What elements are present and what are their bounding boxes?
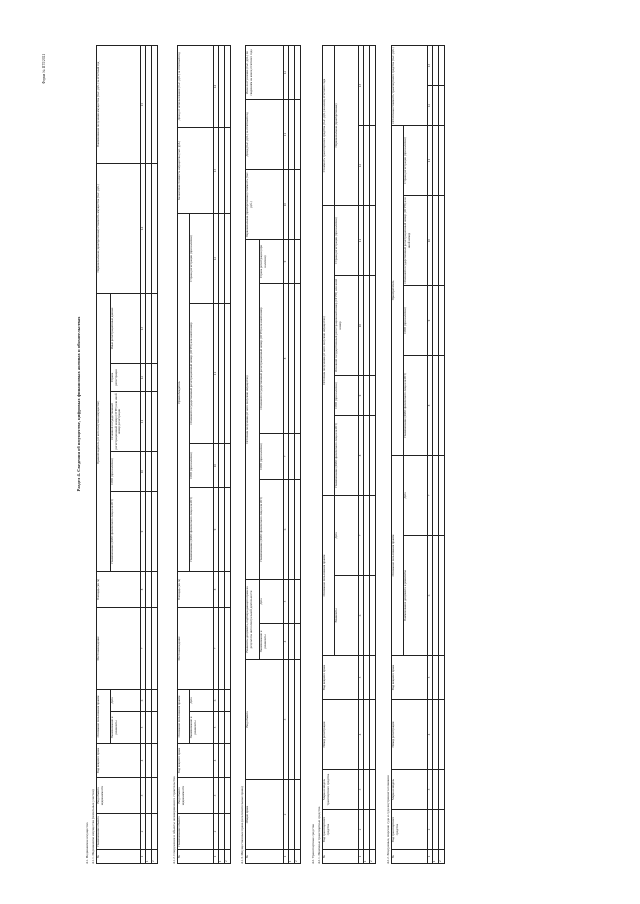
col-header-income: Доход от использования (тыс. руб.) за отчетный год (178, 45, 214, 127)
col-header-acq-inn: ИНН (при наличии) (404, 285, 428, 355)
col-header-value: Стоимость транспортного средства (тыс. руб.) на конец отчетного года (323, 45, 335, 205)
col-header-owner-country: Страна регистрации (111, 363, 141, 391)
col-number: 1 (214, 850, 219, 864)
row-number: 1 (289, 850, 295, 864)
col-header-basis-name: Наименование документа и реквизиты (404, 536, 428, 656)
col-number: 8 (214, 571, 219, 607)
col-number: 6 (141, 689, 146, 711)
table-4-2-1 (322, 45, 376, 864)
col-header-owner: Источник получения (от кого получено имущество) (246, 240, 260, 580)
col-number: 10 (141, 451, 146, 491)
col-header-acq-name: Наименование (ФИО физического лица или ИП) (404, 355, 428, 455)
table-4-1-2 (177, 45, 231, 864)
col-header-reg-name: Наименование и реквизиты (260, 624, 284, 660)
col-number: 12 (214, 213, 219, 303)
col-header-value-sub: Первоначальная (приобретенная) (335, 45, 359, 205)
col-number: 12 (284, 46, 289, 100)
col-header-owner: Источник получения (от кого получено имущество) (323, 205, 335, 495)
col-header-owner-ogrn: Основной государственный регистрационный номер (ОГРН) или иной номер (335, 275, 359, 375)
col-number: 9 (359, 375, 364, 415)
table-4-1-1 (96, 45, 158, 864)
col-header-basis-name: Наименование и реквизиты (111, 712, 141, 744)
section-4-2-heading: 4.2. Транспортные средства (311, 824, 315, 864)
col-number: 13 (428, 45, 433, 85)
col-number: 7 (141, 607, 146, 689)
col-number: 6 (359, 576, 364, 656)
col-header-owner-inn: ИНН (при наличии) (260, 434, 284, 480)
col-header-num: № (392, 850, 428, 864)
col-header-owner-name: Наименование (ФИО физического лица или ИП) (260, 480, 284, 580)
col-number: 4 (284, 624, 289, 660)
col-header-name: Общие права (246, 780, 284, 850)
row-number: 2 (225, 850, 231, 864)
col-header-type: Вид объекта недвижимости (97, 778, 141, 814)
col-header-income: Доход (тыс. руб.) за отчетный год (246, 100, 284, 170)
col-header-regnum: Номер регистрации (323, 700, 359, 770)
col-number: 14 (214, 45, 219, 127)
col-number: 7 (359, 495, 364, 575)
row-number: 1 (219, 850, 225, 864)
col-header-basis-name: Реквизиты (335, 576, 359, 656)
section-4-1-heading: 4.1. Недвижимое имущество (85, 822, 89, 864)
col-number: 13 (359, 45, 364, 125)
col-number: 1 (428, 850, 433, 864)
col-number: 1 (284, 850, 289, 864)
table-row (439, 45, 445, 863)
col-header-area: Площадь (кв. м) (97, 571, 141, 607)
col-header-model: Марка и модель (392, 770, 428, 810)
col-header-type: Вид транспортного средства (323, 810, 359, 850)
col-header-basis-date: Дата (404, 455, 428, 535)
col-number: 11 (141, 391, 146, 451)
col-number: 5 (284, 580, 289, 624)
table-row (225, 45, 231, 863)
col-header-value: Первоначальная (приобретенная) стоимость имущества (тыс. руб.) (97, 163, 141, 293)
col-header-acquirer: Приобретатель (392, 125, 404, 455)
col-header-reg: Реквизиты документа, подтверждающего права на результаты интеллектуальной деятельности (246, 580, 260, 660)
col-number: 3 (428, 770, 433, 810)
col-number: 2 (214, 814, 219, 850)
col-header-basis-name: Наименование и реквизиты (190, 712, 214, 744)
col-number: 2 (284, 780, 289, 850)
row-number: 2 (295, 850, 301, 864)
col-header-num: № (97, 850, 141, 864)
col-header-location: Местонахождение (178, 607, 214, 689)
col-header-owner-name: Наименование (ФИО физического лица или ИП) (111, 491, 141, 571)
col-header-basis-date: Дата (111, 689, 141, 711)
col-header-owner-inn: ИНН (при наличии) (111, 451, 141, 491)
col-header-acq-country: Страна регистрации (при наличии) (404, 125, 428, 195)
col-header-basis: Основание пользования правом (97, 689, 111, 743)
col-number: 7 (428, 455, 433, 535)
col-number: 14 (141, 163, 146, 293)
col-number: 8 (141, 571, 146, 607)
row-number: 1 (146, 850, 152, 864)
col-number: 10 (359, 275, 364, 375)
col-header-area: Площадь (кв. м) (178, 571, 214, 607)
col-header-basis: Основание пользования правом (392, 455, 404, 655)
col-number: 13 (214, 127, 219, 213)
col-number: 10 (428, 195, 433, 285)
col-header-owner-name: Наименование (ФИО физического лица или ИП) (335, 415, 359, 495)
col-number: 11 (214, 303, 219, 443)
col-header-name: Наименование объекта (178, 814, 214, 850)
col-header-type: Вид объекта недвижимости (178, 778, 214, 814)
col-number: 9 (428, 285, 433, 355)
col-number: 15 (141, 45, 146, 163)
col-header-reg-date: Дата (260, 580, 284, 624)
col-number: 3 (284, 660, 289, 780)
col-number: 11 (359, 205, 364, 275)
col-number: 7 (214, 607, 219, 689)
col-number: 8 (284, 284, 289, 434)
col-header-owner-country: Страна регистрации (при наличии) (335, 205, 359, 275)
col-header-acq-ogrn: Основной государственный регистрационный номер (ОГРН) или иной номер (190, 303, 214, 443)
col-header-income: Наименование получения имущества (тыс. руб.) за отчетный год (97, 45, 141, 163)
col-header-basis: Основание пользования правом (178, 689, 190, 743)
table-4-2-2-caption: 4.2.2. Воздушные, морские суда и суда внутреннего плавания (386, 775, 390, 864)
col-number: 12 (428, 85, 433, 125)
col-number: 7 (284, 434, 289, 480)
col-header-acq-inn: ИНН (при наличии) (190, 443, 214, 487)
col-header-value: Первоначальная (приобретенная) стоимость (тыс. руб.) (246, 170, 284, 240)
col-header-regnum: Номер регистрации (392, 700, 428, 770)
col-header-name: Наименование объекта (97, 814, 141, 850)
col-number: 4 (428, 700, 433, 770)
col-header-right: Вид вещного права (97, 744, 141, 778)
col-header-right: Вид вещного права (323, 656, 359, 700)
col-number: 8 (428, 355, 433, 455)
col-number: 1 (359, 850, 364, 864)
col-number: 5 (428, 656, 433, 700)
col-header-owner-other: Иные регистрационные данные (111, 293, 141, 363)
col-header-right: Вид вещного права (392, 656, 428, 700)
col-header-owner: Правообладатель (от кого получено имущество) (97, 293, 111, 571)
col-header-acq-name: Наименование (ФИО физического лица или ИП) (190, 487, 214, 571)
col-header-value: Остаточная стоимость транспортного средства (тыс. руб.) (392, 45, 428, 125)
col-header-owner-ogrn: Основной государственный регистрационный номер (ОГРН) или иной номер (260, 284, 284, 434)
col-number: 5 (214, 712, 219, 744)
col-header-num: № (323, 850, 359, 864)
col-header-basis-date: Дата (335, 495, 359, 575)
col-number: 10 (284, 170, 289, 240)
col-number: 4 (359, 700, 364, 770)
col-header-model: Марка и модель транспортного средства (323, 770, 359, 810)
row-number: 2 (370, 850, 376, 864)
col-header-basis: Основание пользования правом (323, 495, 335, 655)
col-number: 2 (428, 810, 433, 850)
col-number: 2 (141, 814, 146, 850)
col-header-basis-date: Дата (190, 689, 214, 711)
col-header-right: Вид вещного права (178, 744, 214, 778)
table-row (295, 46, 301, 864)
col-header-owner-ogrn: Основной государственный регистрационный номер (ОГРН) или иной номер регистрации (111, 391, 141, 451)
col-header-type: Вид транспортного средства (392, 810, 428, 850)
col-number: 5 (359, 656, 364, 700)
table-4-1-1-caption: 4.1.1. Недвижимое имущество (земельные участки) (91, 789, 95, 864)
col-number: 4 (214, 744, 219, 778)
row-number: 1 (364, 850, 370, 864)
table-4-1-3-caption: 4.1.3. Имущественные права (исключительные права) (240, 786, 244, 864)
col-number: 12 (141, 363, 146, 391)
col-number: 9 (141, 491, 146, 571)
col-number: 2 (359, 810, 364, 850)
col-number: 4 (141, 744, 146, 778)
col-number: 6 (428, 536, 433, 656)
col-number: 3 (214, 778, 219, 814)
section-title: Раздел 4. Сведения об имуществе, цифровых финансовых активах и обязательствах (76, 316, 81, 492)
col-header-owner-country: Страна регистрации (при наличии) (260, 240, 284, 284)
col-header-acq-ogrn: Основной государственный регистрационный номер (ОГРН) или иной номер (404, 195, 428, 285)
col-header-owner-inn: ИНН (при наличии) (335, 375, 359, 415)
col-header-num: № (178, 850, 214, 864)
col-number: 6 (214, 689, 219, 711)
table-row (370, 45, 376, 863)
col-number: 9 (214, 487, 219, 571)
col-number: 12 (359, 125, 364, 205)
col-header-right-total: Иное поступление (тыс. руб.) по сведениям на конец отчетного года (246, 46, 284, 100)
col-number: 3 (141, 778, 146, 814)
col-number: 1 (141, 850, 146, 864)
col-number: 11 (428, 125, 433, 195)
col-number: 5 (141, 712, 146, 744)
col-header-acq-country: Страна регистрации (при наличии) (190, 213, 214, 303)
form-code: Форма № 1ГП/2021 (42, 53, 46, 84)
table-4-1-3 (245, 45, 301, 864)
row-number: 2 (439, 850, 445, 864)
row-number: 2 (152, 850, 158, 864)
col-number: 3 (359, 770, 364, 810)
row-number: 1 (433, 850, 439, 864)
table-4-2-1-caption: 4.2.1. Наземные транспортные средства (317, 806, 321, 864)
col-header-num: № (246, 850, 284, 864)
table-4-2-2 (391, 45, 445, 864)
col-header-type: Вид объекта (246, 660, 284, 780)
col-number: 10 (214, 443, 219, 487)
table-4-1-2-caption: 4.1.2. Сооружения и объекты незавершенного строительства (172, 776, 176, 864)
col-number: 13 (141, 293, 146, 363)
col-header-location: Местонахождение (97, 607, 141, 689)
col-number: 11 (284, 100, 289, 170)
col-number: 8 (359, 415, 364, 495)
col-number: 6 (284, 480, 289, 580)
col-header-acquirer: Правообладатель (178, 213, 190, 571)
table-row (152, 45, 158, 863)
col-number: 9 (284, 240, 289, 284)
col-header-value: Балансовая стоимость имущества (тыс. руб.) (178, 127, 214, 213)
